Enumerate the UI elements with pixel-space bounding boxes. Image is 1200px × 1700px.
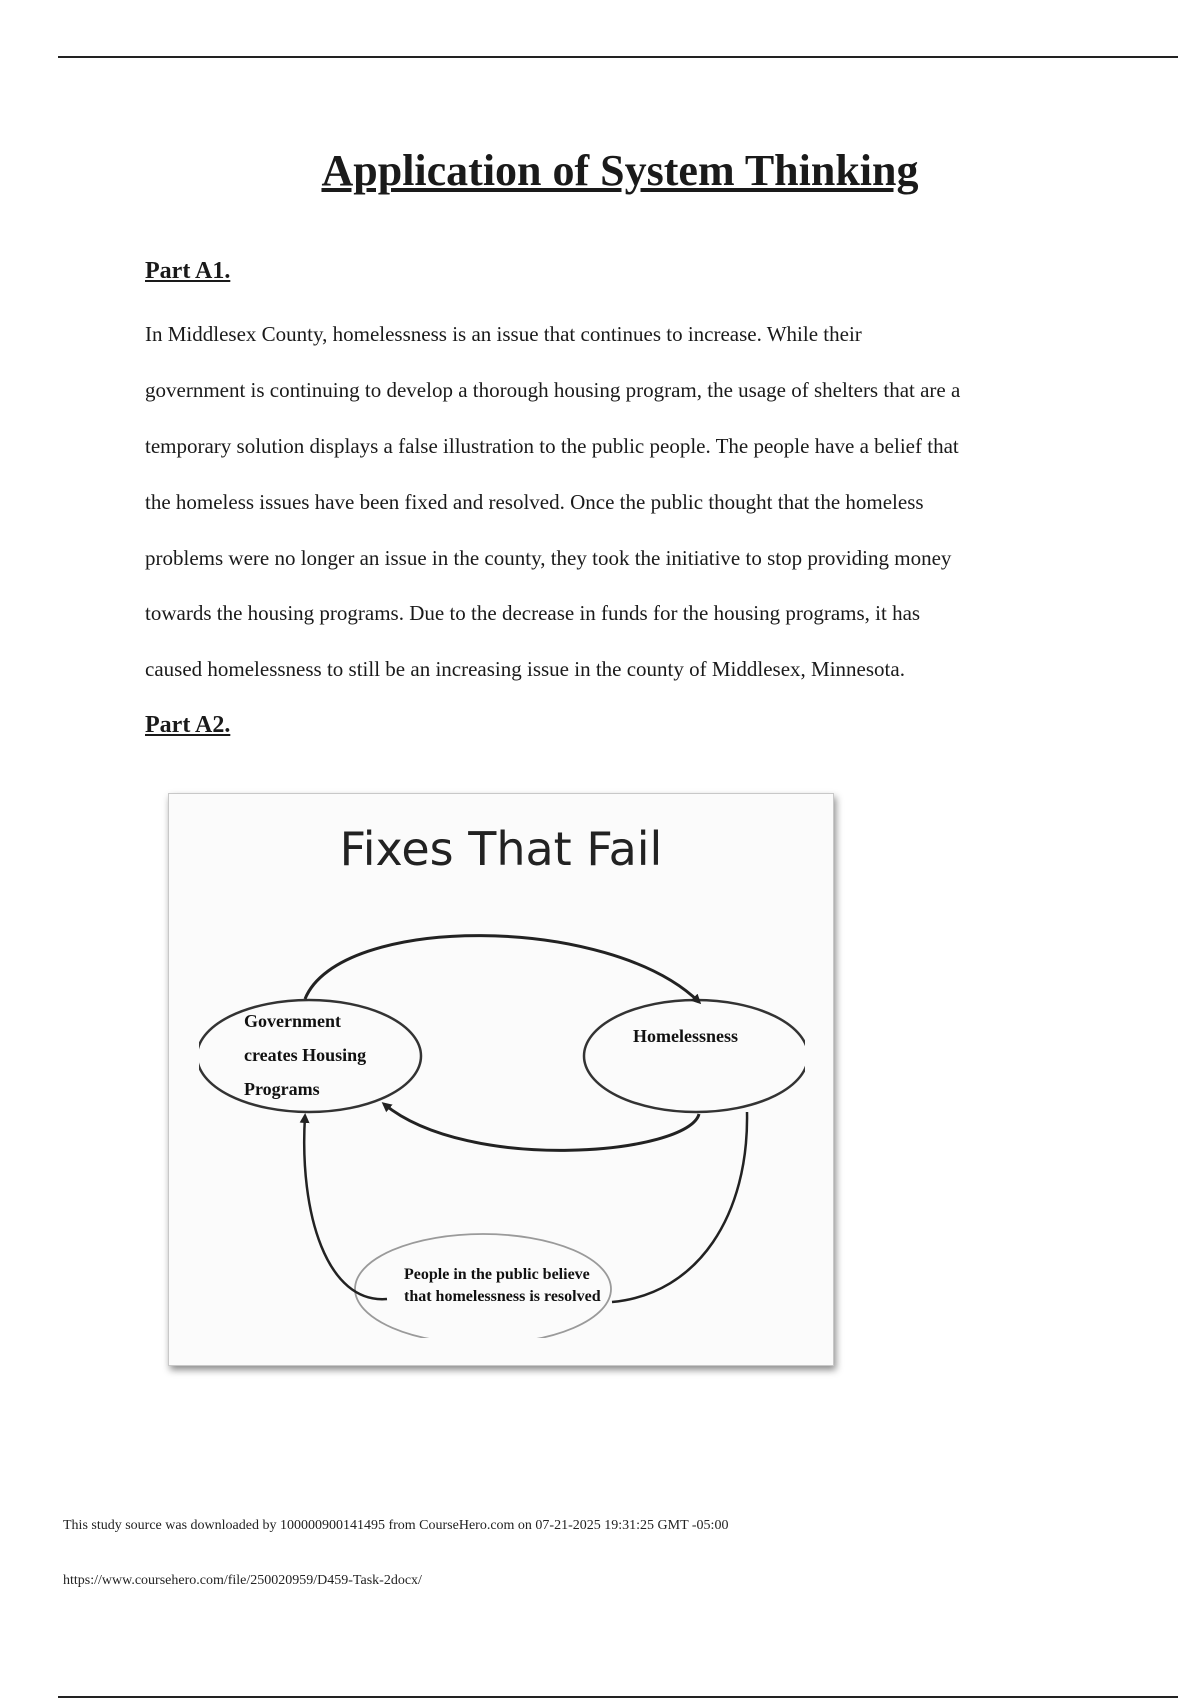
download-note: This study source was downloaded by 100000900141495 from CourseHero.com on 07-21-2025 19:31:25 GMT -05:00 xyxy=(63,1518,729,1533)
part-a1-line: problems were no longer an issue in the county, they took the initiative to stop providing money xyxy=(145,546,952,570)
part-a1-line: In Middlesex County, homelessness is an issue that continues to increase. While their xyxy=(145,322,862,346)
part-a1-line: caused homelessness to still be an increasing issue in the county of Middlesex, Minnesota. xyxy=(145,657,905,681)
people-to-government-arrow xyxy=(304,1116,387,1299)
part-a1-line: government is continuing to develop a thorough housing program, the usage of shelters that are a xyxy=(145,378,961,402)
government-label-line: creates Housing xyxy=(244,1045,367,1065)
document-title: Application of System Thinking xyxy=(321,146,919,195)
government-node-label xyxy=(244,1004,366,1106)
part-a1-heading: Part A1. xyxy=(145,258,231,284)
government-label-line: Programs xyxy=(244,1079,320,1099)
homelessness-node-ellipse xyxy=(584,1000,808,1112)
people-label-line: People in the public believe xyxy=(404,1266,590,1283)
header-rule xyxy=(58,56,1178,58)
part-a1-line: towards the housing programs. Due to the decrease in funds for the housing programs, it has xyxy=(145,601,921,625)
homelessness-to-people-arrow xyxy=(612,1112,747,1302)
fixes-that-fail-diagram xyxy=(168,793,834,1366)
footer-rule xyxy=(58,1696,1178,1698)
people-node-label xyxy=(404,1264,601,1308)
diagram-title: Fixes That Fail xyxy=(339,822,663,876)
government-to-homelessness-arrow xyxy=(305,936,699,1002)
people-label-line: that homelessness is resolved xyxy=(404,1288,601,1305)
part-a2-heading: Part A2. xyxy=(145,712,231,738)
source-url: https://www.coursehero.com/file/250020959/D459-Task-2docx/ xyxy=(63,1573,422,1588)
homelessness-node-label: Homelessness xyxy=(633,1026,738,1046)
part-a1-line: the homeless issues have been fixed and resolved. Once the public thought that the homeless xyxy=(145,490,924,514)
government-label-line: Government xyxy=(244,1011,341,1031)
part-a1-line: temporary solution displays a false illustration to the public people. The people have a belief that xyxy=(145,434,959,458)
homelessness-to-government-arrow xyxy=(384,1104,699,1150)
